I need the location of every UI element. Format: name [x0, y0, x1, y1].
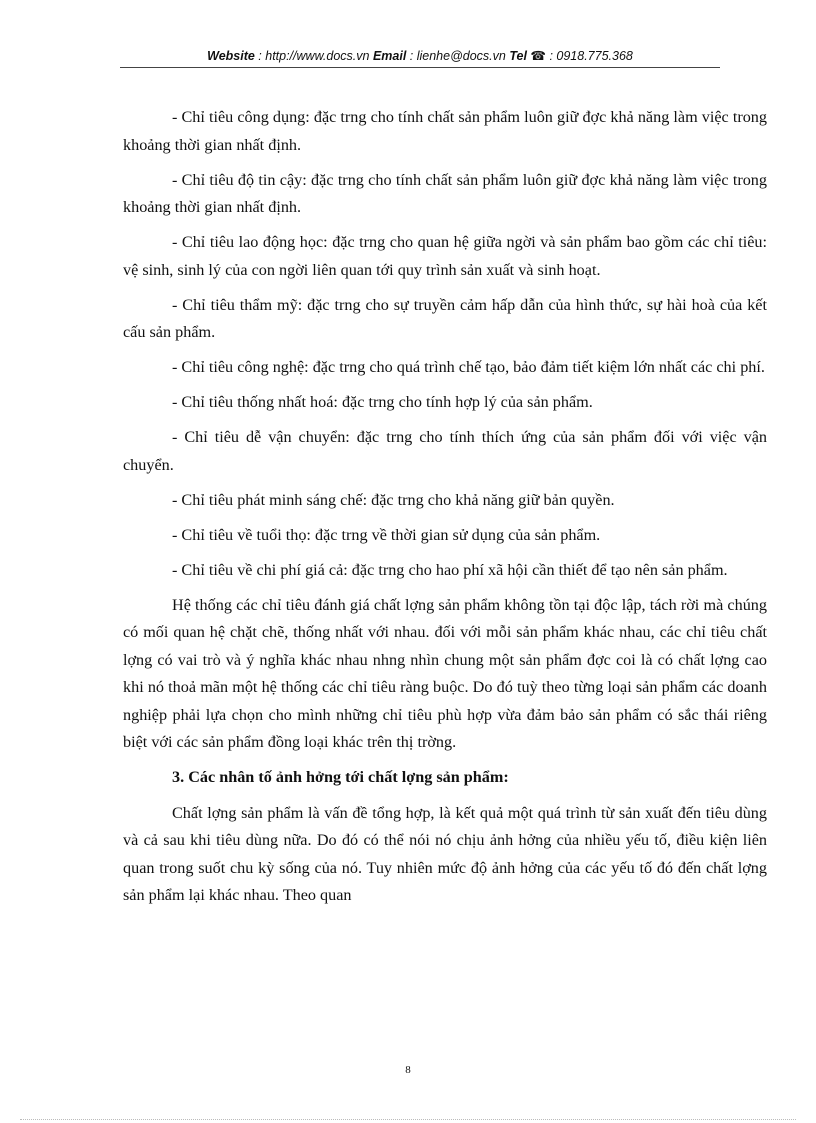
document-body: [123, 104, 767, 917]
website-value: : http://www.docs.vn: [254, 49, 373, 63]
page-bottom-divider: [20, 1119, 796, 1120]
paragraph-indicator-usage: - Chỉ tiêu công dụng: đặc trng cho tính chất sản phẩm luôn giữ đợc khả năng làm việc trong khoảng thời gian nhất định.: [123, 108, 767, 154]
paragraph-indicator-lifespan: - Chỉ tiêu về tuổi thọ: đặc trng về thời gian sử dụng của sản phẩm.: [172, 525, 601, 544]
paragraph-indicator-standardization: - Chỉ tiêu thống nhất hoá: đặc trng cho tính hợp lý của sản phẩm.: [172, 393, 593, 411]
paragraph-indicator-technology: - Chỉ tiêu công nghệ: đặc trng cho quá trình chế tạo, bảo đảm tiết kiệm lớn nhất các chi phí.: [172, 358, 765, 376]
header-rule: [120, 67, 720, 68]
tel-value: : 0918.775.368: [545, 49, 633, 63]
tel-label: Tel ☎: [509, 49, 546, 63]
paragraph-indicator-reliability: - Chỉ tiêu độ tin cậy: đặc trng cho tính chất sản phẩm luôn giữ đợc khả năng làm việc trong khoảng thời gian nhất định.: [123, 170, 767, 216]
page-header: [120, 48, 720, 63]
paragraph-indicator-system: Hệ thống các chỉ tiêu đánh giá chất lợng sản phẩm không tồn tại độc lập, tách rời mà chúng có mối quan hệ chặt chẽ, thống nhất với nhau. đối với mỗi sản phẩm khác nhau, các chỉ tiêu chất lợng có vai trò và ý nghĩa khác nhau nhng nhìn chung một sản phẩm đợc coi là có chất lợng cao khi nó thoả mãn một hệ thống các chỉ tiêu ràng buộc. Do đó tuỳ theo từng loại sản phẩm các doanh nghiệp phải lựa chọn cho mình những chỉ tiêu phù hợp vừa đảm bảo sản phẩm có sắc thái riêng biệt với các sản phẩm đồng loại khác trên thị trờng.: [123, 595, 767, 751]
email-value: : lienhe@docs.vn: [406, 49, 510, 63]
paragraph-indicator-cost: - Chỉ tiêu về chi phí giá cả: đặc trng cho hao phí xã hội cần thiết để tạo nên sản phẩm.: [172, 560, 728, 579]
paragraph-indicator-ergonomics: - Chỉ tiêu lao động học: đặc trng cho quan hệ giữa ngời và sản phẩm bao gồm các chỉ tiêu: vệ sinh, sinh lý của con ngời liên quan tới quy trình sản xuất và sinh hoạt.: [123, 233, 767, 279]
paragraph-indicator-aesthetics: - Chỉ tiêu thẩm mỹ: đặc trng cho sự truyền cảm hấp dẫn của hình thức, sự hài hoà của kết cấu sản phẩm.: [123, 295, 767, 341]
paragraph-quality-factors: Chất lợng sản phẩm là vấn đề tổng hợp, là kết quả một quá trình từ sản xuất đến tiêu dùng và cả sau khi tiêu dùng nữa. Do đó có thể nói nó chịu ảnh hởng của nhiều yếu tố, điều kiện liên quan trong suốt chu kỳ sống của nó. Tuy nhiên mức độ ảnh hởng của các yếu tố đó đến chất lợng sản phẩm lại khác nhau. Theo quan: [123, 803, 767, 904]
section-heading: 3. Các nhân tố ảnh hởng tới chất lợng sản phẩm:: [172, 768, 509, 786]
website-label: Website: [207, 49, 255, 63]
paragraph-indicator-transport: - Chỉ tiêu dễ vận chuyển: đặc trng cho tính thích ứng của sản phẩm đối với việc vận chuyển.: [123, 428, 767, 474]
page-number: 8: [405, 1064, 411, 1076]
email-label: Email: [372, 49, 407, 63]
paragraph-indicator-patent: - Chỉ tiêu phát minh sáng chế: đặc trng cho khả năng giữ bản quyền.: [172, 490, 615, 509]
